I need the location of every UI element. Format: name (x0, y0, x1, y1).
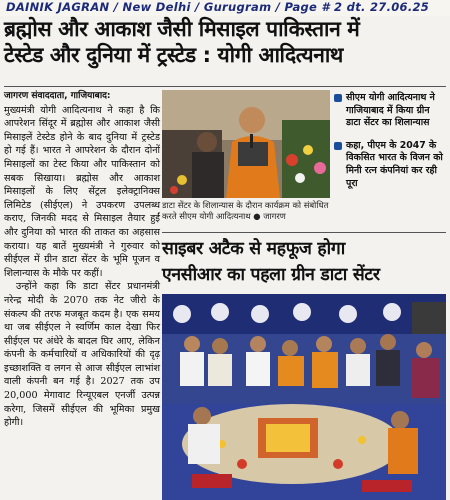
bhoomi-pujan-photo (162, 294, 446, 500)
highlight-text: सीएम योगी आदित्यनाथ ने गाजियाबाद में किया ग्रीन डाटा सेंटर का शिलान्यास (346, 92, 435, 129)
yogi-speech-photo (162, 90, 330, 198)
highlight-item (334, 140, 446, 190)
main-headline-line2: टेस्टेड और दुनिया में ट्रस्टेड : योगी आदित्यनाथ (4, 43, 343, 67)
secondary-headline-line2: एनसीआर का पहला ग्रीन डाटा सेंटर (162, 265, 380, 285)
article-body (4, 90, 160, 430)
section-divider (162, 232, 446, 233)
article-paragraph: मुख्यमंत्री योगी आदित्यनाथ ने कहा है कि आपरेशन सिंदूर में ब्रह्मोस और आकाश जैसी मिसाइलें टेस्टेड होने के बाद दुनिया में ट्रस्टेड हो गई हैं। भारत ने आपरेशन के दौरान दोनों मिसाइलों का टेस्ट किया और पाकिस्तान को सबक सिखाया। ब्रह्मोस और आकाश मिसाइलों के लिए सेंट्रल इलेक्ट्रानिक्स लिमिटेड (सीईएल) ने उपकरण उपलब्ध कराए, जिनकी मदद से मिसाइल तैयार हुईं और दुनिया को भारत की ताकत का अहसास कराया। यह बातें मुख्यमंत्री ने गुरुवार को सीईएल में ग्रीन डाटा सेंटर के भूमि पूजन व शिलान्यास के मौके पर कहीं। (4, 104, 160, 279)
main-headline (4, 16, 446, 68)
secondary-headline-line1: साइबर अटैक से महफूज होगा (162, 239, 345, 259)
article-paragraph: उन्होंने कहा कि डाटा सेंटर प्रधानमंत्री नरेन्द्र मोदी के 2070 तक नेट जीरो के संकल्प की तरफ मजबूत कदम है। एक समय था जब सीईएल ने स्वर्णिम काल देखा फिर सीईएल पर अंधेरे के बादल घिर आए, लेकिन कंपनी के कर्मचारियों व अधिकारियों की दृढ़ इच्छाशक्ति व लगन से आज सीईएल लाभांश वाली कंपनी बन गई है। 2027 तक उप 20,000 मेगावाट रिन्यूएबल एनर्जी उत्पन्न करेगा, जिसमें सीईएल की भूमिका प्रमुख होगी। (4, 281, 160, 429)
article-dateline: जागरण संवाददाता, गाजियाबाद: (4, 91, 111, 101)
highlights-box (334, 92, 446, 200)
clipping-header-strip (0, 0, 450, 16)
main-headline-line1: ब्रह्मोस और आकाश जैसी मिसाइल पाकिस्तान में (4, 17, 360, 41)
yogi-speech-photo-image (162, 90, 330, 198)
square-bullet-icon (334, 142, 342, 150)
highlight-item (334, 92, 446, 130)
photo-caption: डाटा सेंटर के शिलान्यास के दौरान कार्यक्रम को संबोधित करते सीएम योगी आदित्यनाथ ● जागरण (162, 200, 329, 221)
highlight-text: कहा, पीएम के 2047 के विकसित भारत के विजन को मिनी रत्न कंपनियां कर रही पूरा (346, 139, 443, 189)
headline-divider (4, 86, 446, 87)
handwritten-clip-note: DAINIK JAGRAN / New Delhi / Gurugram / Page # 2 dt. 27.06.25 (6, 0, 430, 14)
bhoomi-pujan-photo-image (162, 294, 446, 500)
square-bullet-icon (334, 94, 342, 102)
secondary-headline (162, 236, 448, 288)
